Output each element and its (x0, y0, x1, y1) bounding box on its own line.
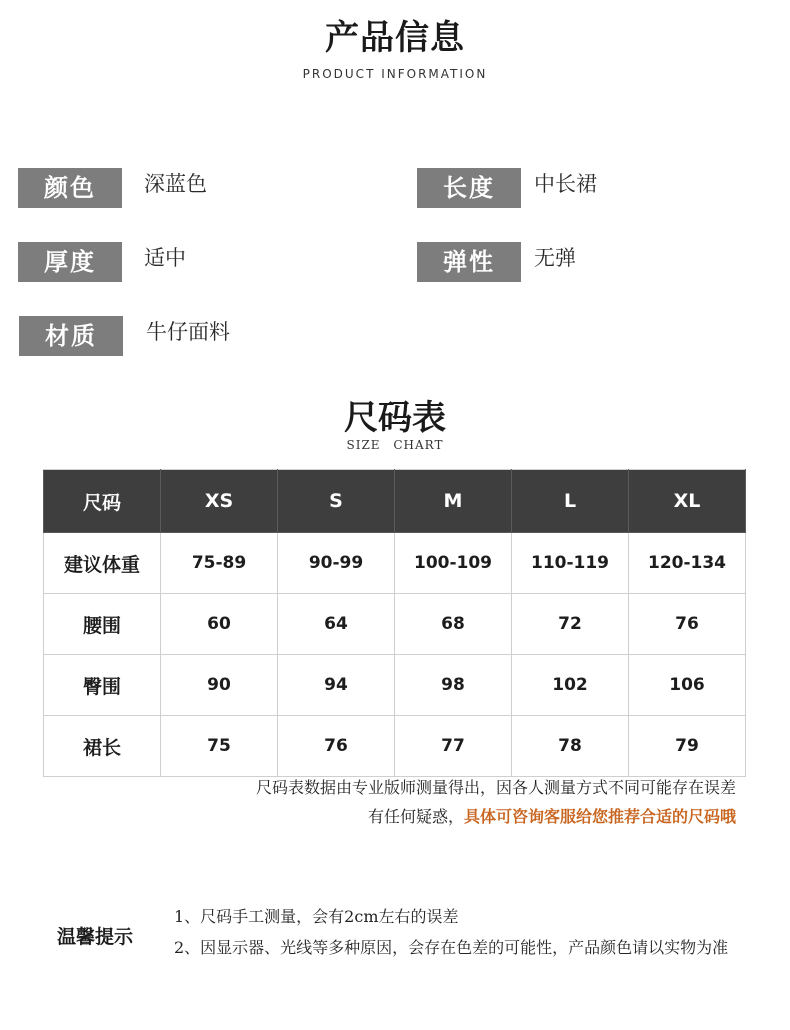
table-cell: 76 (278, 716, 395, 777)
table-header-row (44, 470, 746, 533)
attr-label-color: 颜色 (18, 168, 122, 208)
table-cell: 75-89 (161, 533, 278, 594)
tips-label: 温馨提示 (57, 926, 134, 948)
attr-value-elasticity: 无弹 (534, 246, 576, 270)
attr-label-elasticity: 弹性 (417, 242, 521, 282)
consult-note-highlight: 具体可咨询客服给您推荐合适的尺码哦 (463, 807, 736, 826)
table-header-cell: 尺码 (44, 470, 161, 533)
attr-value-material: 牛仔面料 (146, 320, 230, 344)
attr-value-length: 中长裙 (534, 172, 597, 196)
consult-note-prefix: 有任何疑惑， (367, 807, 464, 826)
measurement-note: 尺码表数据由专业版师测量得出，因各人测量方式不同可能存在误差 (255, 778, 736, 797)
table-cell: 90-99 (278, 533, 395, 594)
table-cell: 64 (278, 594, 395, 655)
attr-label-material: 材质 (19, 316, 123, 356)
attr-label-length: 长度 (417, 168, 521, 208)
table-cell: 98 (395, 655, 512, 716)
page-title: 产品信息 (325, 18, 465, 58)
table-cell: 60 (161, 594, 278, 655)
table-cell: 102 (512, 655, 629, 716)
table-cell: 94 (278, 655, 395, 716)
tip-item: 1、尺码手工测量，会有2cm左右的误差 (174, 907, 459, 926)
page-subtitle: PRODUCT INFORMATION (302, 67, 488, 81)
table-cell: 68 (395, 594, 512, 655)
table-header-cell: XS (161, 470, 278, 533)
table-cell: 110-119 (512, 533, 629, 594)
row-header-cell: 建议体重 (44, 533, 161, 594)
size-chart-subtitle: SIZE CHART (346, 438, 444, 452)
attr-value-color: 深蓝色 (144, 172, 207, 196)
table-row (44, 533, 746, 594)
tip-item: 2、因显示器、光线等多种原因，会存在色差的可能性，产品颜色请以实物为准 (174, 938, 729, 957)
table-cell: 106 (629, 655, 746, 716)
size-table (43, 469, 746, 777)
table-cell: 90 (161, 655, 278, 716)
consult-note (368, 804, 736, 827)
table-cell: 78 (512, 716, 629, 777)
table-cell: 100-109 (395, 533, 512, 594)
table-row (44, 594, 746, 655)
row-header-cell: 裙长 (44, 716, 161, 777)
table-cell: 120-134 (629, 533, 746, 594)
table-cell: 79 (629, 716, 746, 777)
row-header-cell: 腰围 (44, 594, 161, 655)
table-cell: 76 (629, 594, 746, 655)
table-row (44, 655, 746, 716)
table-cell: 77 (395, 716, 512, 777)
attr-label-thickness: 厚度 (18, 242, 122, 282)
size-chart-title: 尺码表 (344, 398, 446, 438)
attr-value-thickness: 适中 (144, 246, 186, 270)
table-header-cell: S (278, 470, 395, 533)
table-row (44, 716, 746, 777)
table-cell: 72 (512, 594, 629, 655)
table-header-cell: XL (629, 470, 746, 533)
table-header-cell: M (395, 470, 512, 533)
row-header-cell: 臀围 (44, 655, 161, 716)
table-cell: 75 (161, 716, 278, 777)
table-header-cell: L (512, 470, 629, 533)
